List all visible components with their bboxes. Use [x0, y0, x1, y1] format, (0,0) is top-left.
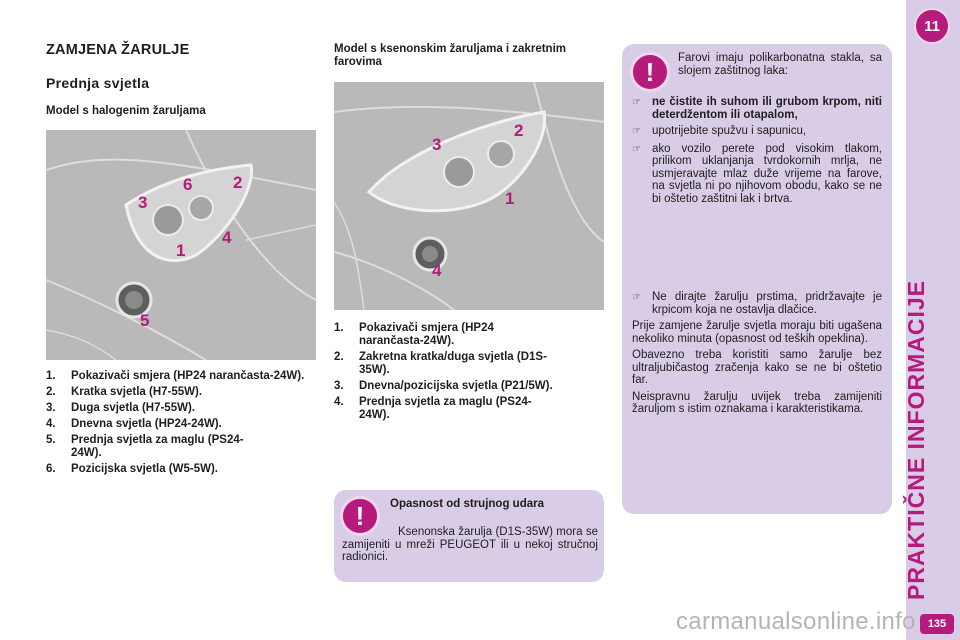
chapter-vertical-title: PRAKTIČNE INFORMACIJE [903, 279, 929, 600]
watermark: carmanualsonline.info [676, 608, 916, 635]
halogen-heading: Model s halogenim žaruljama [46, 105, 206, 117]
list-item: ☞ upotrijebite spužvu i sapunicu, [632, 125, 807, 137]
danger-warning-box [334, 490, 604, 582]
halogen-callout-6: 6 [183, 175, 193, 194]
list-item: 4. Prednja svjetla za maglu (PS24-24W). [334, 396, 532, 421]
list-item: ☞ ako vozilo perete pod visokim tlakom, prilikom uklanjanja tvrdokornih mrlja, ne usmjeravajte mlaz duže vrijeme na farove, na svjetla ni po njihovom obodu, kako se ne bi oštetio zaštitni lak i brtva. [632, 142, 882, 205]
exclamation-warning-icon: ! [630, 52, 670, 92]
xenon-callout-4: 4 [432, 261, 442, 280]
hand-pointer-icon: ☞ [632, 143, 641, 155]
list-item: ☞ Ne dirajte žarulju prstima, pridržavajte je krpicom koja ne ostavlja dlačice. [632, 291, 882, 316]
hand-pointer-icon: ☞ [632, 126, 641, 137]
care-intro: Farovi imaju polikarbonatna stakla, sa slojem zaštitnog laka: [678, 52, 882, 77]
xenon-callout-3: 3 [432, 135, 442, 154]
halogen-callout-1: 1 [176, 241, 186, 260]
list-item: 1. Pokazivači smjera (HP24 narančasta-24W). [334, 322, 494, 347]
halogen-headlight-image [46, 130, 316, 360]
xenon-bulb-list [334, 322, 579, 425]
exclamation-warning-icon: ! [340, 496, 380, 536]
page-title: ZAMJENA ŽARULJE [46, 42, 190, 58]
hand-pointer-icon: ☞ [632, 97, 641, 108]
care-info-box [622, 44, 892, 514]
list-item: 5. Prednja svjetla za maglu (PS24-24W). [46, 434, 244, 459]
chapter-number-badge: 11 [914, 8, 950, 44]
halogen-callout-2: 2 [233, 173, 243, 192]
list-item: 6. Pozicijska svjetla (W5-5W). [46, 463, 218, 475]
paragraph: Prije zamjene žarulje svjetla moraju biti ugašena nekoliko minuta (opasnost od teških opeklina). [632, 320, 882, 345]
danger-title: Opasnost od strujnog udara [390, 498, 544, 510]
list-item: 3. Duga svjetla (H7-55W). [46, 402, 195, 414]
list-item: 1. Pokazivači smjera (HP24 narančasta-24W). [46, 370, 305, 382]
paragraph: Neispravnu žarulju uvijek treba zamijeniti žaruljom s istim oznakama i karakteristikama. [632, 390, 882, 415]
list-item: ☞ ne čistite ih suhom ili grubom krpom, niti deterdžentom ili otapalom, [632, 96, 882, 121]
danger-text: Ksenonska žarulja (D1S-35W) mora se zamijeniti u mreži PEUGEOT ili u nekoj stručnoj radionici. [342, 526, 598, 563]
paragraph: Obavezno treba koristiti samo žarulje bez ultraljubičastog zračenja kako se ne bi oštetio far. [632, 349, 882, 386]
care-notes [632, 291, 882, 416]
halogen-callout-4: 4 [222, 228, 232, 247]
care-bullets [632, 96, 882, 205]
xenon-callout-1: 1 [505, 189, 515, 208]
section-title: Prednja svjetla [46, 75, 150, 91]
list-item: 2. Kratka svjetla (H7-55W). [46, 386, 203, 398]
halogen-callout-5: 5 [140, 311, 150, 330]
list-item: 2. Zakretna kratka/duga svjetla (D1S-35W). [334, 351, 547, 376]
page-number: 135 [920, 614, 954, 634]
xenon-heading: Model s ksenonskim žaruljama i zakretnim farovima [334, 43, 566, 68]
list-item: 3. Dnevna/pozicijska svjetla (P21/5W). [334, 380, 553, 392]
halogen-bulb-list [46, 370, 316, 479]
xenon-headlight-image [334, 82, 604, 310]
halogen-callout-3: 3 [138, 193, 148, 212]
hand-pointer-icon: ☞ [632, 292, 641, 303]
list-item: 4. Dnevna svjetla (HP24-24W). [46, 418, 222, 430]
xenon-callout-2: 2 [514, 121, 524, 140]
